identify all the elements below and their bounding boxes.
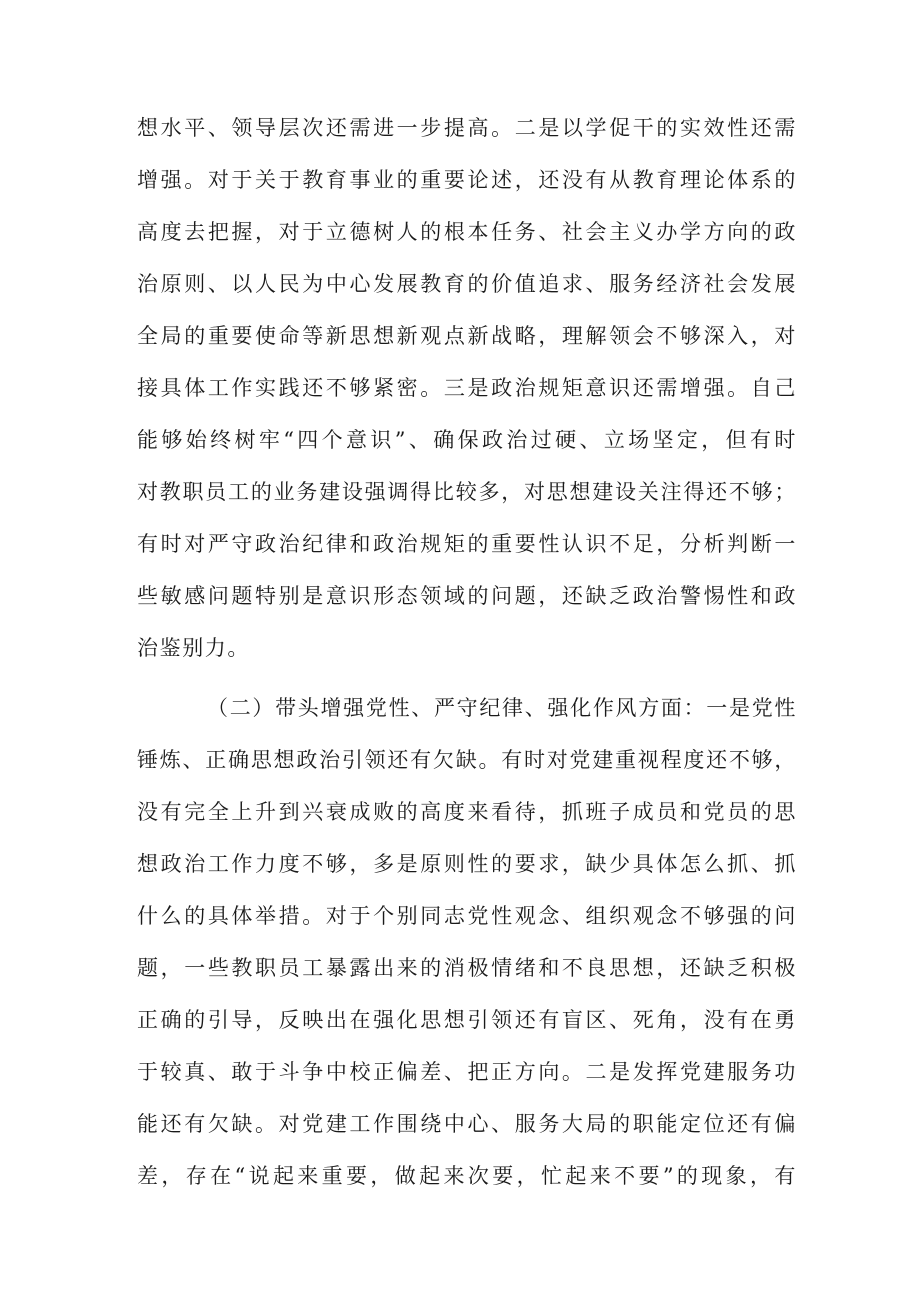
paragraph-1 [137,102,797,674]
paragraph-2 [137,682,797,1202]
paragraph-1-line: 治原则、以人民为中心发展教育的价值追求、服务经济社会发展 [137,272,797,296]
paragraph-2-line: 差，存在“说起来重要，做起来次要，忙起来不要”的现象，有 [137,1164,797,1188]
paragraph-1-line: 些敏感问题特别是意识形态领域的问题，还缺乏政治警惕性和政 [137,584,797,608]
paragraph-2-line: 想政治工作力度不够，多是原则性的要求，缺少具体怎么抓、抓 [137,852,797,876]
paragraph-1-line: 有时对严守政治纪律和政治规矩的重要性认识不足，分析判断一 [137,532,797,556]
paragraph-1-line: 接具体工作实践还不够紧密。三是政治规矩意识还需增强。自己 [137,376,797,400]
paragraph-2-line: 题，一些教职员工暴露出来的消极情绪和不良思想，还缺乏积极 [137,956,797,980]
paragraph-1-line: 对教职员工的业务建设强调得比较多，对思想建设关注得还不够； [137,480,797,504]
paragraph-2-line: 正确的引导，反映出在强化思想引领还有盲区、死角，没有在勇 [137,1008,797,1032]
paragraph-1-line: 增强。对于关于教育事业的重要论述，还没有从教育理论体系的 [137,168,797,192]
paragraph-1-line: 高度去把握，对于立德树人的根本任务、社会主义办学方向的政 [137,220,797,244]
paragraph-2-line: 锤炼、正确思想政治引领还有欠缺。有时对党建重视程度还不够， [137,748,797,772]
paragraph-2-line: 什么的具体举措。对于个别同志党性观念、组织观念不够强的问 [137,904,797,928]
paragraph-2-line: 于较真、敢于斗争中校正偏差、把正方向。二是发挥党建服务功 [137,1060,797,1084]
paragraph-1-line: 能够始终树牢“四个意识”、确保政治过硬、立场坚定，但有时 [137,428,797,452]
paragraph-1-line: 全局的重要使命等新思想新观点新战略，理解领会不够深入，对 [137,324,797,348]
paragraph-1-line: 治鉴别力。 [137,636,250,660]
paragraph-2-line: 能还有欠缺。对党建工作围绕中心、服务大局的职能定位还有偏 [137,1112,797,1136]
paragraph-2-line: 没有完全上升到兴衰成败的高度来看待，抓班子成员和党员的思 [137,800,797,824]
section-heading-line: （二）带头增强党性、严守纪律、强化作风方面：一是党性 [207,696,797,720]
paragraph-1-line: 想水平、领导层次还需进一步提高。二是以学促干的实效性还需 [137,116,797,140]
